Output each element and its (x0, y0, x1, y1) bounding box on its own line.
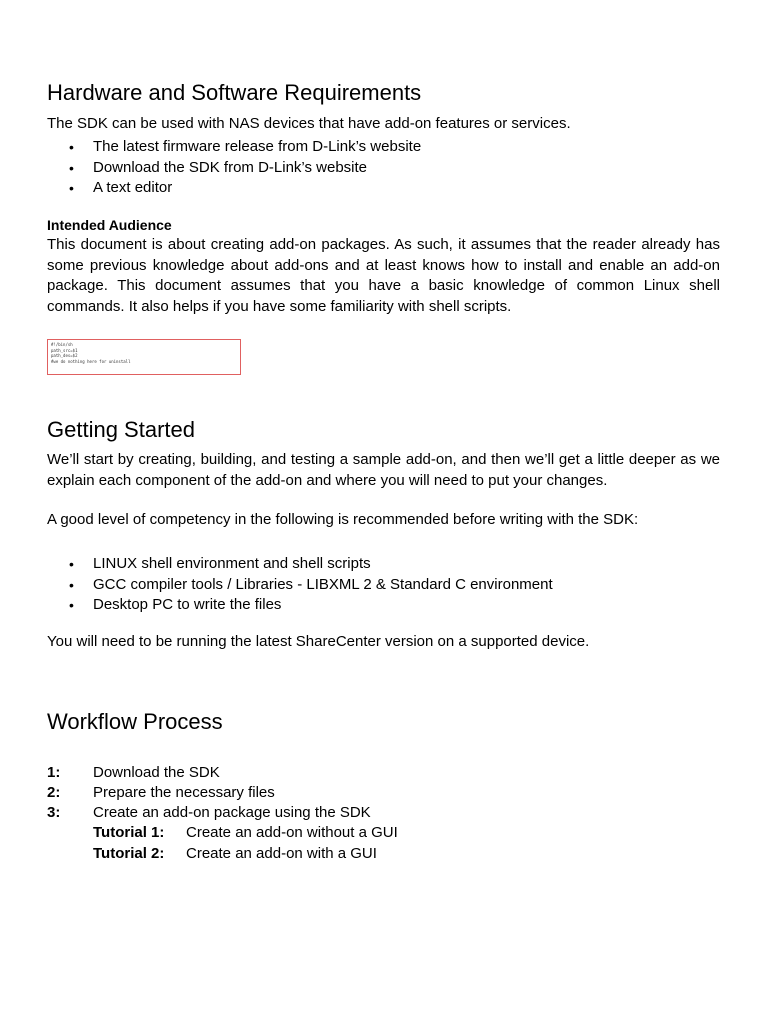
hw-requirements-list (47, 137, 720, 199)
code-line: path_src=$1 (51, 347, 78, 353)
step-text: Prepare the necessary files (93, 784, 275, 801)
getting-started-para1: We’ll start by creating, building, and testing a sample add-on, and then we’ll get a little deeper as we explain each component of the add-on and where you will need to put your changes. (47, 451, 720, 489)
getting-started-heading: Getting Started (47, 417, 195, 442)
step-number: 1: (47, 764, 61, 781)
list-item: • LINUX shell environment and shell scripts (47, 554, 720, 575)
hw-intro-text: The SDK can be used with NAS devices that have add-on features or services. (47, 115, 571, 132)
list-item: • GCC compiler tools / Libraries - LIBXML 2 & Standard C environment (47, 575, 720, 596)
tutorial-label: Tutorial 1: (93, 824, 165, 841)
tutorial-text: Create an add-on without a GUI (186, 824, 398, 841)
step-number: 2: (47, 784, 61, 801)
getting-started-para2: A good level of competency in the following is recommended before writing with the SDK: (47, 511, 639, 528)
intended-audience-text: This document is about creating add-on packages. As such, it assumes that the reader already has some previous knowledge about add-ons and at least knows how to install and enable an add-on package. This document assumes that you have a basic knowledge of common Linux shell commands. It also helps if you have some familiarity with shell scripts. (47, 236, 720, 315)
hw-requirements-heading: Hardware and Software Requirements (47, 80, 422, 105)
code-snippet-box (47, 339, 241, 375)
step-text: Create an add-on package using the SDK (93, 804, 371, 821)
code-line: #we do nothing here for uninstall (51, 358, 131, 364)
step-text: Download the SDK (93, 764, 220, 781)
code-line: #!/bin/sh (51, 342, 73, 347)
competency-list (47, 554, 720, 616)
tutorial-text: Create an add-on with a GUI (186, 845, 377, 862)
list-item: • A text editor (47, 178, 720, 199)
list-item: • Desktop PC to write the files (47, 595, 720, 616)
workflow-heading: Workflow Process (47, 709, 223, 734)
code-line: path_des=$2 (51, 353, 78, 359)
step-number: 3: (47, 804, 61, 821)
tutorial-label: Tutorial 2: (93, 845, 165, 862)
list-item: • Download the SDK from D-Link’s website (47, 158, 720, 179)
list-item: • The latest firmware release from D-Link’s website (47, 137, 720, 158)
getting-started-para3: You will need to be running the latest ShareCenter version on a supported device. (47, 633, 590, 650)
intended-audience-heading: Intended Audience (47, 217, 172, 233)
